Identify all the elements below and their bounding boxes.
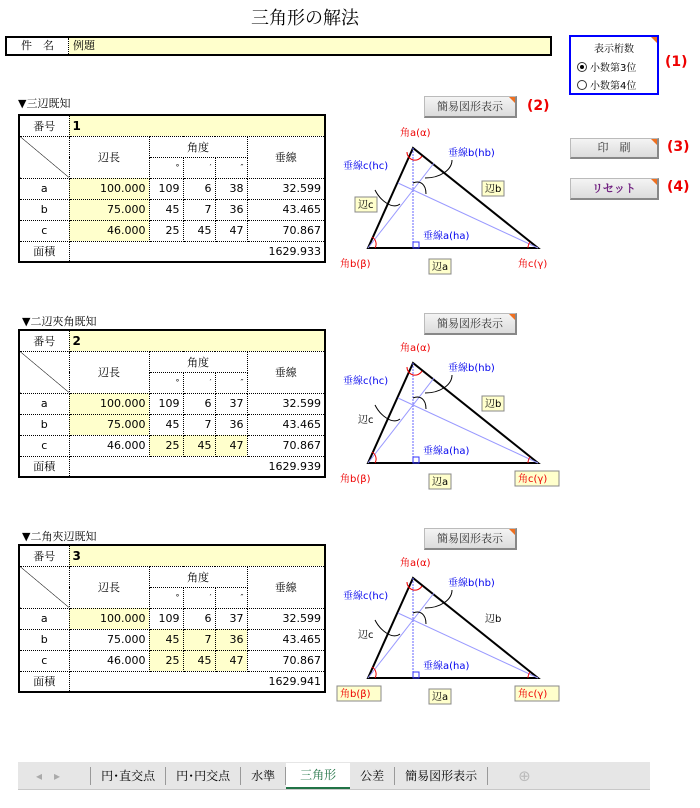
radio-selected-icon[interactable] [577, 62, 587, 72]
area-label: 面積 [19, 456, 69, 477]
radio-label: 小数第4位 [590, 81, 637, 92]
angle-min-cell[interactable]: 7 [183, 629, 215, 650]
label-angle_b: 角b(β) [340, 259, 371, 270]
triangle-diagram [330, 335, 570, 495]
add-sheet-icon[interactable]: ⊕ [518, 766, 531, 785]
area-row [19, 241, 325, 262]
angle-sec-cell[interactable]: 36 [215, 629, 247, 650]
label-angle_c: 角c(γ) [518, 259, 548, 270]
angle-sec-cell[interactable]: 47 [215, 220, 247, 241]
angle-deg-cell[interactable]: 25 [149, 220, 183, 241]
deg-header: ° [149, 587, 183, 608]
label-perp_b: 垂線b(hb) [448, 148, 495, 159]
perpendicular-cell: 43.465 [247, 199, 325, 220]
perpendicular-cell: 43.465 [247, 414, 325, 435]
side-length-cell[interactable]: 46.000 [69, 220, 149, 241]
label-perp_b: 垂線b(hb) [448, 578, 495, 589]
diagonal-header-cell [19, 566, 69, 608]
angle-sec-cell[interactable]: 38 [215, 178, 247, 199]
angle-sec-cell[interactable]: 47 [215, 650, 247, 671]
sheet-tab[interactable]: 円･直交点 [91, 767, 166, 785]
side-length-cell[interactable]: 46.000 [69, 650, 149, 671]
angle-header: 角度 [149, 351, 247, 372]
row-label: a [19, 608, 69, 629]
row-label: c [19, 650, 69, 671]
label-side_b: 辺b [485, 614, 502, 625]
print-button[interactable]: 印 刷 [570, 138, 659, 159]
radio-decimal-4[interactable] [577, 77, 651, 92]
simple-figure-button[interactable]: 簡易図形表示 [424, 96, 517, 118]
side-length-header: 辺長 [69, 136, 149, 178]
label-angle_a: 角a(α) [400, 558, 431, 569]
table-row-c [19, 435, 325, 456]
deg-header: ° [149, 372, 183, 393]
side-length-cell[interactable]: 46.000 [69, 435, 149, 456]
label-side_c: 辺c [358, 415, 374, 426]
sheet-tab[interactable]: 簡易図形表示 [395, 767, 488, 785]
perpendicular-cell: 32.599 [247, 608, 325, 629]
angle-deg-cell[interactable]: 45 [149, 414, 183, 435]
radio-unselected-icon[interactable] [577, 80, 587, 90]
angle-sec-cell[interactable]: 37 [215, 393, 247, 414]
number-row [19, 330, 325, 351]
perpendicular-header: 垂線 [247, 351, 325, 393]
label-angle_c: 角c(γ) [518, 689, 548, 700]
perpendicular-cell: 32.599 [247, 393, 325, 414]
note-1: (1) [665, 54, 688, 70]
label-side_a: 辺a [432, 692, 449, 703]
diagonal-header-cell [19, 136, 69, 178]
area-row [19, 456, 325, 477]
area-label: 面積 [19, 241, 69, 262]
table-row-a [19, 608, 325, 629]
label-perp_c: 垂線c(hc) [343, 591, 389, 602]
label-perp_c: 垂線c(hc) [343, 376, 389, 387]
angle-min-cell[interactable]: 7 [183, 199, 215, 220]
deg-header: ° [149, 157, 183, 178]
triangle-diagram [330, 120, 570, 280]
min-header: ′ [183, 372, 215, 393]
note-3: (3) [667, 139, 690, 155]
perpendicular-cell: 70.867 [247, 435, 325, 456]
triangle-table [18, 329, 326, 478]
angle-sec-cell[interactable]: 47 [215, 435, 247, 456]
sheet-tab[interactable]: 水準 [241, 767, 286, 785]
side-length-cell[interactable]: 100.000 [69, 608, 149, 629]
section-heading: ▼二角夾辺既知 [22, 530, 97, 543]
perpendicular-cell: 70.867 [247, 220, 325, 241]
angle-header: 角度 [149, 566, 247, 587]
number-label: 番号 [19, 115, 69, 136]
angle-deg-cell[interactable]: 109 [149, 178, 183, 199]
subject-label: 件 名 [7, 38, 69, 54]
angle-deg-cell[interactable]: 45 [149, 199, 183, 220]
prev-sheet-icon[interactable]: ◂ [36, 768, 43, 783]
number-input[interactable]: 1 [69, 115, 325, 136]
perpendicular-cell: 70.867 [247, 650, 325, 671]
reset-button[interactable]: リセット [570, 178, 659, 200]
radio-label: 小数第3位 [590, 63, 637, 74]
min-header: ′ [183, 157, 215, 178]
triangle-table [18, 114, 326, 263]
angle-header: 角度 [149, 136, 247, 157]
table-row-b [19, 199, 325, 220]
simple-figure-button[interactable]: 簡易図形表示 [424, 528, 517, 550]
table-row-c [19, 650, 325, 671]
angle-deg-cell[interactable]: 109 [149, 393, 183, 414]
next-sheet-icon[interactable]: ▸ [54, 768, 61, 783]
area-value: 1629.941 [69, 671, 325, 692]
angle-deg-cell[interactable]: 109 [149, 608, 183, 629]
table-row-a [19, 393, 325, 414]
label-side_a: 辺a [432, 262, 449, 273]
perpendicular-header: 垂線 [247, 136, 325, 178]
angle-min-cell[interactable]: 45 [183, 435, 215, 456]
triangle-table [18, 544, 326, 693]
sec-header: ″ [215, 587, 247, 608]
table-row-b [19, 414, 325, 435]
side-length-header: 辺長 [69, 566, 149, 608]
angle-min-cell[interactable]: 45 [183, 650, 215, 671]
row-label: c [19, 220, 69, 241]
label-side_c: 辺c [358, 630, 374, 641]
label-side_c: 辺c [358, 200, 374, 211]
simple-figure-button[interactable]: 簡易図形表示 [424, 313, 517, 335]
side-length-cell[interactable]: 75.000 [69, 199, 149, 220]
number-row [19, 545, 325, 566]
angle-sec-cell[interactable]: 36 [215, 414, 247, 435]
label-angle_a: 角a(α) [400, 128, 431, 139]
perpendicular-cell: 43.465 [247, 629, 325, 650]
number-label: 番号 [19, 330, 69, 351]
row-label: a [19, 178, 69, 199]
section-heading: ▼二辺夾角既知 [22, 315, 97, 328]
number-label: 番号 [19, 545, 69, 566]
angle-sec-cell[interactable]: 36 [215, 199, 247, 220]
angle-min-cell[interactable]: 7 [183, 414, 215, 435]
sec-header: ″ [215, 372, 247, 393]
sheet-tab-bar [18, 762, 650, 790]
label-side_b: 辺b [485, 184, 502, 195]
side-length-cell[interactable]: 100.000 [69, 178, 149, 199]
label-side_a: 辺a [432, 477, 449, 488]
area-value: 1629.939 [69, 456, 325, 477]
row-label: c [19, 435, 69, 456]
table-row-b [19, 629, 325, 650]
area-label: 面積 [19, 671, 69, 692]
radio-decimal-3[interactable] [577, 59, 651, 74]
label-angle_c: 角c(γ) [518, 474, 548, 485]
row-label: b [19, 199, 69, 220]
number-input[interactable]: 2 [69, 330, 325, 351]
subject-input[interactable]: 例題 [69, 38, 550, 54]
side-length-header: 辺長 [69, 351, 149, 393]
diagonal-header-cell [19, 351, 69, 393]
comment-marker-icon [651, 37, 657, 43]
triangle-diagram [330, 550, 570, 710]
table-row-c [19, 220, 325, 241]
label-angle_b: 角b(β) [340, 474, 371, 485]
display-digits-group [569, 35, 659, 95]
angle-deg-cell[interactable]: 25 [149, 435, 183, 456]
side-length-cell[interactable]: 100.000 [69, 393, 149, 414]
label-angle_a: 角a(α) [400, 343, 431, 354]
number-row [19, 115, 325, 136]
subject-row [5, 36, 552, 56]
side-length-cell[interactable]: 75.000 [69, 629, 149, 650]
angle-sec-cell[interactable]: 37 [215, 608, 247, 629]
display-digits-heading: 表示桁数 [594, 44, 634, 55]
row-label: a [19, 393, 69, 414]
label-perp_a: 垂線a(ha) [423, 231, 470, 242]
perpendicular-header: 垂線 [247, 566, 325, 608]
sec-header: ″ [215, 157, 247, 178]
angle-deg-cell[interactable]: 45 [149, 629, 183, 650]
angle-min-cell[interactable]: 6 [183, 178, 215, 199]
sheet-tab[interactable]: 三角形 [286, 763, 350, 789]
sheet-tab[interactable]: 公差 [350, 767, 395, 785]
label-perp_b: 垂線b(hb) [448, 363, 495, 374]
area-value: 1629.933 [69, 241, 325, 262]
label-perp_a: 垂線a(ha) [423, 661, 470, 672]
note-2: (2) [527, 98, 550, 114]
number-input[interactable]: 3 [69, 545, 325, 566]
min-header: ′ [183, 587, 215, 608]
perpendicular-cell: 32.599 [247, 178, 325, 199]
label-perp_a: 垂線a(ha) [423, 446, 470, 457]
note-4: (4) [667, 179, 690, 195]
page-title: 三角形の解法 [251, 8, 359, 29]
row-label: b [19, 629, 69, 650]
area-row [19, 671, 325, 692]
section-heading: ▼三辺既知 [18, 97, 71, 110]
label-angle_b: 角b(β) [340, 689, 371, 700]
label-side_b: 辺b [485, 399, 502, 410]
angle-min-cell[interactable]: 6 [183, 393, 215, 414]
label-perp_c: 垂線c(hc) [343, 161, 389, 172]
angle-min-cell[interactable]: 45 [183, 220, 215, 241]
row-label: b [19, 414, 69, 435]
sheet-tab[interactable]: 円･円交点 [166, 767, 241, 785]
angle-min-cell[interactable]: 6 [183, 608, 215, 629]
side-length-cell[interactable]: 75.000 [69, 414, 149, 435]
angle-deg-cell[interactable]: 25 [149, 650, 183, 671]
table-row-a [19, 178, 325, 199]
